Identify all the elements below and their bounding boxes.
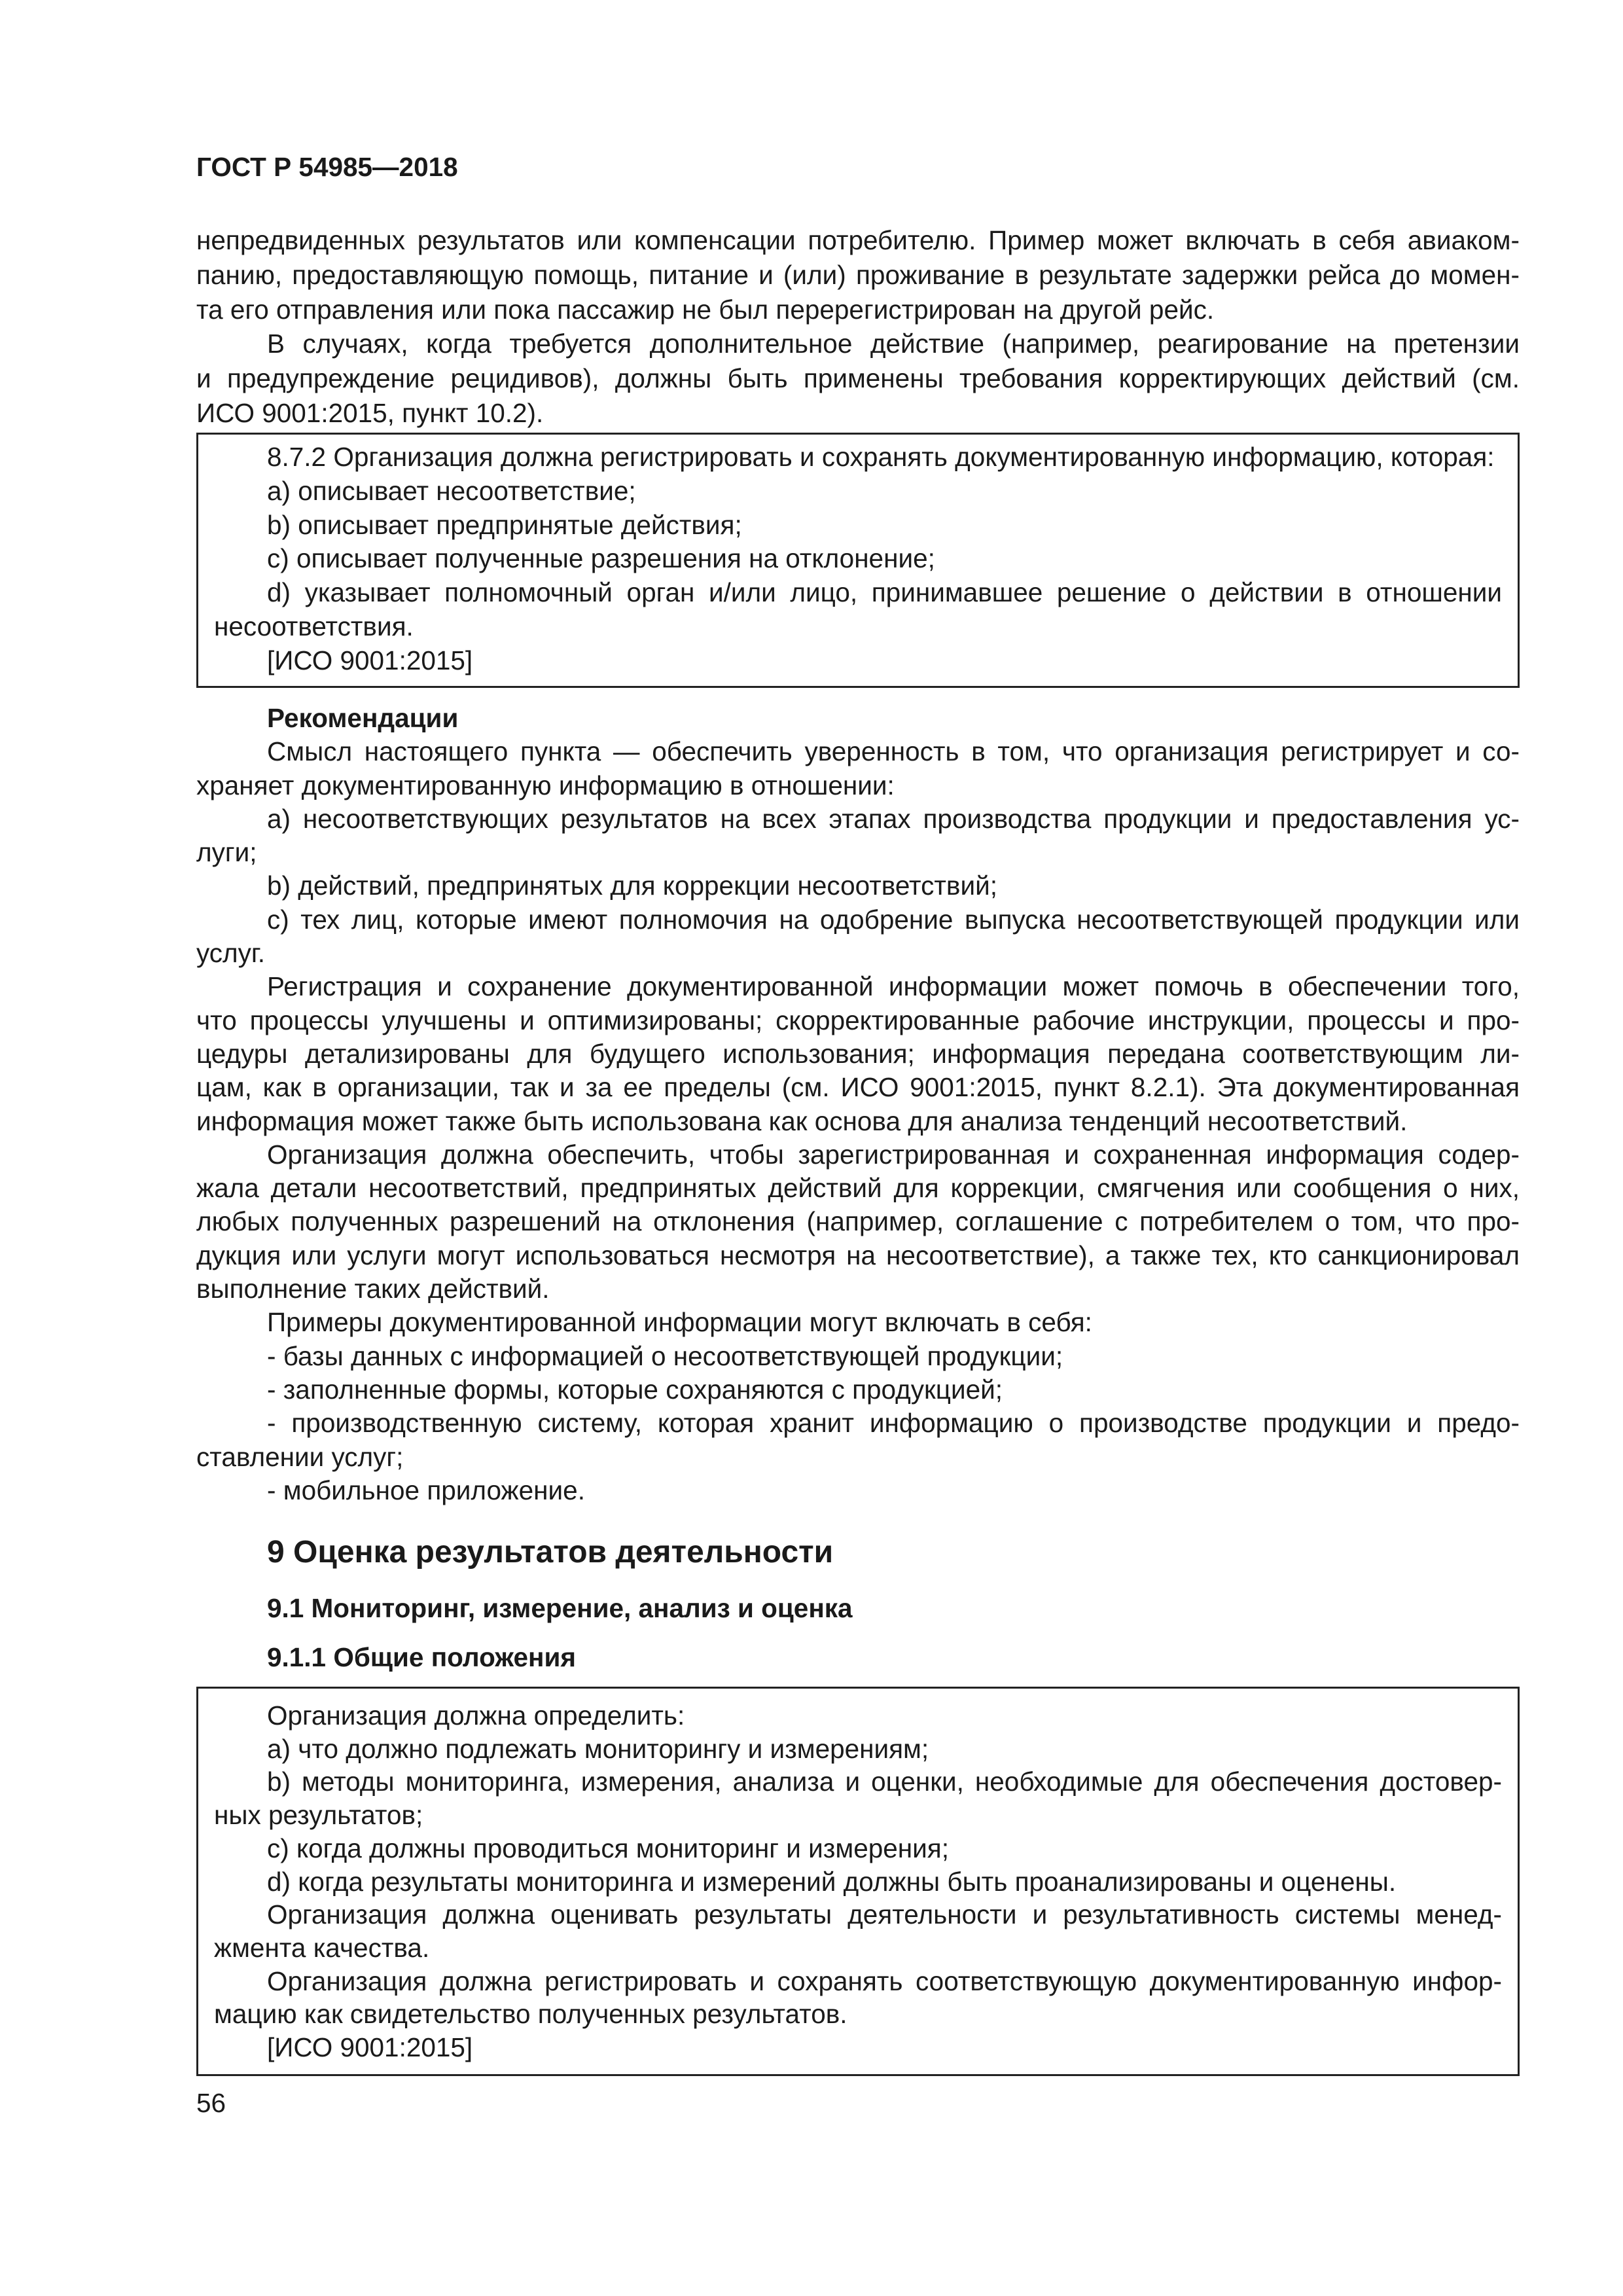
subsection-heading: 9.1 Мониторинг, измерение, анализ и оценка [267, 1593, 853, 1623]
text-line: ставлении услуг; [196, 1441, 404, 1472]
text-line: Смысл настоящего пункта — обеспечить уверенность в том, что организация регистрирует и со- [267, 736, 1520, 767]
text-line: услуг. [196, 938, 266, 969]
paragraph [196, 869, 1520, 903]
text-line: жмента качества. [214, 1932, 430, 1963]
paragraph [196, 735, 1520, 802]
text-line: Регистрация и сохранение документированной информации может помочь в обеспечении того, [267, 971, 1520, 1002]
text-line: c) тех лиц, которые имеют полномочия на одобрение выпуска несоответствующей продукции или [267, 904, 1520, 935]
text-line: - производственную систему, которая хранит информацию о производстве продукции и предо- [267, 1408, 1520, 1439]
paragraph [196, 1373, 1520, 1407]
text-line: - мобильное приложение. [267, 1475, 585, 1505]
paragraph [196, 1407, 1520, 1474]
recommendations [196, 702, 1520, 1507]
paragraph [196, 903, 1520, 971]
paragraph [214, 1732, 1502, 1766]
text-line: ных результатов; [214, 1800, 423, 1831]
paragraph [196, 970, 1520, 1138]
text-line: дукция или услуги могут использоваться несмотря на несоответствие), а также тех, кто санкционировал [196, 1240, 1520, 1270]
text-line: b) действий, предпринятых для коррекции несоответствий; [267, 870, 997, 901]
paragraph [196, 1138, 1520, 1306]
text-line: a) описывает несоответствие; [267, 475, 636, 506]
text-line: выполнение таких действий. [196, 1274, 550, 1304]
iso-reference: [ИСО 9001:2015] [267, 645, 473, 675]
text-line: a) несоответствующих результатов на всех этапах производства продукции и предоставления ус- [267, 803, 1520, 834]
requirement-paragraphs [214, 1699, 1502, 2031]
text-line: - базы данных с информацией о несоответствующей продукции; [267, 1340, 1063, 1371]
recommendations-paragraphs [196, 735, 1520, 1507]
text-line: c) описывает полученные разрешения на отклонение; [267, 543, 935, 574]
text-line: b) методы мониторинга, измерения, анализа и оценки, необходимые для обеспечения достовер- [267, 1767, 1502, 1797]
paragraph [196, 223, 1520, 327]
paragraph [214, 1965, 1502, 2031]
paragraph [214, 1765, 1502, 1831]
text-line: Организация должна регистрировать и сохранять соответствующую документированную инфор- [267, 1965, 1502, 1996]
recommendations-heading: Рекомендации [267, 703, 459, 733]
paragraph [214, 509, 1502, 543]
text-line: цедуры детализированы для будущего использования; информация передана соответствующим ли- [196, 1038, 1520, 1069]
paragraph [196, 1306, 1520, 1339]
subsubsection-heading: 9.1.1 Общие положения [267, 1642, 576, 1672]
section-heading: 9 Оценка результатов деятельности [267, 1535, 834, 1570]
text-line: цам, как в организации, так и за ее пределы (см. ИСО 9001:2015, пункт 8.2.1). Эта документированная [196, 1072, 1520, 1103]
text-line: a) что должно подлежать мониторингу и измерениям; [267, 1733, 929, 1764]
text-line: мацию как свидетельство полученных результатов. [214, 1999, 847, 2030]
text-line: жала детали несоответствий, предпринятых действий для коррекции, смягчения или сообщения о них, [196, 1173, 1520, 1204]
paragraph [214, 1865, 1502, 1899]
text-line: любых полученных разрешений на отклонения (например, соглашение с потребителем о том, что про- [196, 1206, 1520, 1237]
intro-text [196, 223, 1520, 431]
text-line: Организация должна определить: [267, 1700, 685, 1731]
requirement-paragraphs [214, 440, 1502, 644]
requirement-box-8-7-2 [196, 433, 1520, 688]
paragraph [214, 576, 1502, 644]
requirement-box-9-1-1 [196, 1687, 1520, 2076]
text-line: 8.7.2 Организация должна регистрировать и сохранять документированную информацию, которая: [267, 442, 1495, 472]
paragraph [214, 542, 1502, 576]
text-line: ИСО 9001:2015, пункт 10.2). [196, 397, 544, 428]
text-line: информация может также быть использована как основа для анализа тенденций несоответствий. [196, 1105, 1408, 1136]
paragraph [214, 1898, 1502, 1964]
page-number: 56 [196, 2088, 226, 2118]
text-line: Примеры документированной информации могут включать в себя: [267, 1307, 1092, 1338]
continued-paragraph [196, 223, 1520, 327]
text-line: непредвиденных результатов или компенсации потребителю. Пример может включать в себя авиаком- [196, 225, 1520, 255]
text-line: храняет документированную информацию в отношении: [196, 770, 895, 800]
paragraph [214, 1832, 1502, 1865]
text-line: d) когда результаты мониторинга и измерений должны быть проанализированы и оценены. [267, 1866, 1397, 1897]
text-line: панию, предоставляющую помощь, питание и (или) проживание в результате задержки рейса до момен- [196, 259, 1520, 290]
intro-paragraphs [196, 327, 1520, 430]
text-line: и предупреждение рецидивов), должны быть применены требования корректирующих действий (см. [196, 363, 1520, 394]
paragraph [196, 1340, 1520, 1373]
paragraph [214, 440, 1502, 475]
text-line: В случаях, когда требуется дополнительное действие (например, реагирование на претензии [267, 329, 1520, 359]
text-line: Организация должна оценивать результаты деятельности и результативность системы менед- [267, 1899, 1502, 1930]
iso-reference: [ИСО 9001:2015] [267, 2032, 473, 2063]
paragraph [196, 802, 1520, 870]
text-line: что процессы улучшены и оптимизированы; скорректированные рабочие инструкции, процессы и про- [196, 1005, 1520, 1035]
text-line: Организация должна обеспечить, чтобы зарегистрированная и сохраненная информация содер- [267, 1139, 1520, 1170]
text-line: b) описывает предпринятые действия; [267, 509, 742, 540]
text-line: d) указывает полномочный орган и/или лицо, принимавшее решение о действии в отношении [267, 577, 1502, 608]
paragraph [214, 475, 1502, 509]
text-line: та его отправления или пока пассажир не был перерегистрирован на другой рейс. [196, 294, 1215, 325]
paragraph [196, 1474, 1520, 1507]
text-line: c) когда должны проводиться мониторинг и измерения; [267, 1833, 949, 1863]
document-header: ГОСТ Р 54985—2018 [196, 152, 458, 182]
text-line: луги; [196, 837, 257, 868]
text-line: несоответствия. [214, 611, 414, 641]
text-line: - заполненные формы, которые сохраняются с продукцией; [267, 1374, 1003, 1405]
paragraph [214, 1699, 1502, 1732]
paragraph [196, 327, 1520, 430]
